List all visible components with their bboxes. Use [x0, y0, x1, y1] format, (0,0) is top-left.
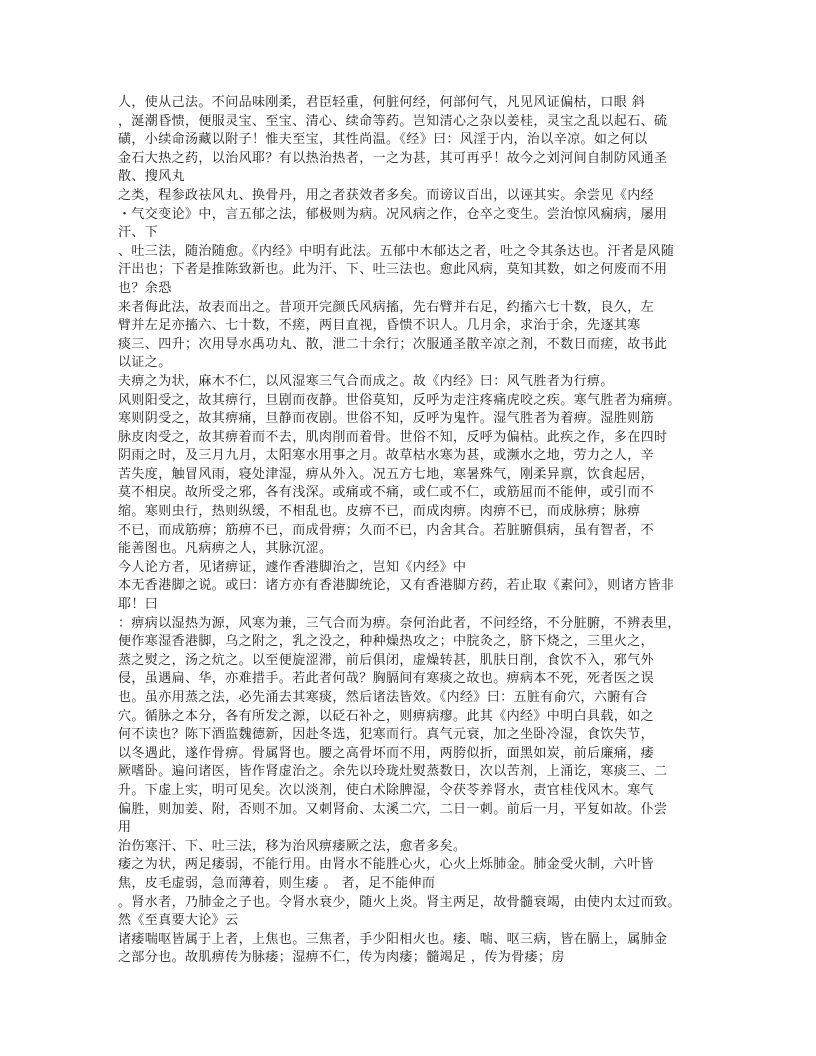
text-line: 也。虽亦用蒸之法，必先涌去其寒痰，然后诸法皆效。《内经》曰：五脏有俞穴，六腑有合 [118, 690, 648, 705]
text-line: 风则阳受之，故其痹行，旦剧而夜静。世俗莫知，反呼为走注疼痛虎咬之疾。寒气胜者为痛痹。 [118, 392, 681, 408]
text-line: 。肾水者，乃肺金之子也。令肾水衰少，随火上炎。肾主两足，故骨髓衰竭，由使内太过而致。 [118, 894, 681, 910]
text-line: 升。下虚上实，明可见矣。次以淡剂，使白术除脾湿，令茯苓养肾水，责官桂伐风木。寒气 [118, 782, 655, 798]
text-line: 不已，而成筋痹；筋痹不已，而成骨痹；久而不已，内舍其合。若脏腑俱病，虽有智者，不 [118, 522, 655, 538]
text-line: 用 [118, 820, 132, 836]
text-line: 偏胜，则加姜、附，否则不加。又刺肾俞、太溪二穴，二日一刺。前后一月，平复如故。仆尝 [118, 801, 668, 817]
text-line: 汗、下 [118, 225, 159, 241]
text-line: 之类，程参政祛风丸、换骨丹，用之者获效者多矣。而谤议百出，以诬其实。余尝见《内经 [118, 187, 655, 203]
document-body [118, 94, 718, 968]
text-line: 痰三、四升；次用导水禹功丸、散，泄二十余行；次服通圣散辛凉之剂，不数日而瘥，故书此 [118, 336, 668, 352]
text-line: 然《至真要大论》云 [118, 913, 239, 929]
text-line: 莫不相戾。故所受之邪，各有浅深。或痛或不痛，或仁或不仁，或筋屈而不能伸，或引而不 [118, 485, 655, 501]
text-line: 以冬遇此，遂作骨痹。骨属肾也。腰之高骨坏而不用，两胯似折，面黑如炭，前后廉痛，痿 [118, 745, 655, 761]
text-line: 磺，小续命汤藏以附子！惟夫至宝，其性尚温。《经》曰：风淫于内，治以辛凉。如之何以 [118, 132, 648, 148]
text-line: 今人论方者，见诸痹证，遽作香港脚治之，岂知《内经》中 [118, 559, 467, 575]
text-line: ：痹病以湿热为源，风寒为兼，三气合而为痹。奈何治此者，不问经络，不分脏腑，不辨表里， [118, 615, 681, 631]
text-line: 穴。循脉之本分，各有所发之源，以砭石补之，则痹病瘳。此其《内经》中明白具载，如之 [118, 708, 655, 724]
text-line: 以证之。 [118, 355, 172, 371]
text-line: ，涎潮昏愦，便服灵宝、至宝、清心、续命等药。岂知清心之杂以姜桂，灵宝之乱以起石、硫 [118, 113, 668, 129]
text-line: 寒则阴受之，故其痹痛，旦静而夜剧。世俗不知，反呼为鬼忤。湿气胜者为着痹。湿胜则筋 [118, 411, 655, 427]
text-line: 诸痿喘呕皆属于上者，上焦也。三焦者，手少阳相火也。痿、喘、呕三病，皆在膈上，属肺金 [118, 931, 668, 947]
text-line: ・气交变论》中，言五郁之法，郁极则为病。况风病之作，仓卒之变生。尝治惊风痫病，屡用 [118, 206, 668, 222]
text-line: 也？余恐 [118, 280, 172, 296]
text-line: 何不读也？陈下酒监魏德新，因赴冬选，犯寒而行。真气元衰，加之坐卧冷湿，食饮失节， [118, 727, 655, 743]
text-line: 厥嗜卧。遍问诸医，皆作肾虚治之。余先以玲珑灶熨蒸数日，次以苦剂，上涌讫，寒痰三、二 [118, 764, 668, 780]
text-line: 来者侮此法，故表而出之。昔项开完颜氏风病搐，先右臂并右足，约搐六七十数，良久，左 [118, 299, 655, 315]
text-line: 汗出也；下者是推陈致新也。此为汗、下、吐三法也。愈此风病，莫知其数，如之何废而不用 [118, 262, 668, 278]
text-line: 臂并左足亦搐六、七十数，不瘥，两目直视，昏愦不识人。几月余，求治于余，先逐其寒 [118, 318, 641, 334]
text-line: 之部分也。故肌痹传为脉痿；湿痹不仁，传为肉痿；髓竭足 ，传为骨痿；房 [118, 950, 565, 966]
text-line: 夫痹之为状，麻木不仁，以风湿寒三气合而成之。故《内经》曰：风气胜者为行痹。 [118, 373, 614, 389]
text-line: 能善图也。凡病痹之人，其脉沉涩。 [118, 541, 333, 557]
text-line: 、吐三法，随治随愈。《内经》中明有此法。五郁中木郁达之者，吐之令其条达也。汗者是风随 [118, 243, 675, 259]
text-line: 脉皮肉受之，故其痹着而不去，肌肉削而着骨。世俗不知，反呼为偏枯。此疾之作，多在四时 [118, 429, 668, 445]
text-line: 耶！曰 [118, 597, 159, 613]
text-line: 散、搜风丸 [118, 169, 186, 185]
text-line: 焦，皮毛虚弱，急而薄着，则生痿 。 者，足不能伸而 [118, 875, 436, 891]
text-line: 阴雨之时，及三月九月，太阳寒水用事之月。故草枯水寒为甚，或濒水之地，劳力之人，辛 [118, 448, 655, 464]
text-line: 蒸之熨之，汤之炕之。以至便旋涩滞，前后俱闭，虚燥转甚，肌肤日削，食饮不入，邪气外 [118, 652, 655, 668]
text-line: 痿之为状，两足痿弱，不能行用。由肾水不能胜心火，心火上烁肺金。肺金受火制，六叶皆 [118, 857, 655, 873]
text-line: 金石大热之药，以治风耶？有以热治热者，一之为甚，其可再乎！故今之刘河间自制防风通圣 [118, 150, 668, 166]
text-line: 治伤寒汗、下、吐三法，移为治风痹痿厥之法，愈者多矣。 [118, 838, 467, 854]
text-line: 苦失度，触冒风雨，寝处津湿，痹从外入。况五方七地，寒暑殊气，刚柔异禀，饮食起居， [118, 466, 655, 482]
text-line: 人，使从己法。不问品味刚柔，君臣轻重，何脏何经，何部何气，凡见风证偏枯，口眼 斜 [118, 95, 646, 110]
text-line: 侵，虽遇扁、华，亦难措手。若此者何哉？胸膈间有寒痰之故也。痹病本不死，死者医之误 [118, 671, 655, 687]
text-line: 便作寒湿香港脚，乌之附之，乳之没之，种种燥热攻之；中脘灸之，脐下烧之，三里火之， [118, 634, 655, 650]
text-line: 缩。寒则虫行，热则纵缓，不相乱也。皮痹不已，而成肉痹。肉痹不已，而成脉痹；脉痹 [118, 504, 641, 520]
text-line: 本无香港脚之说。或曰：诸方亦有香港脚统论，又有香港脚方药，若止取《素问》，则诸方皆非 [118, 578, 675, 594]
